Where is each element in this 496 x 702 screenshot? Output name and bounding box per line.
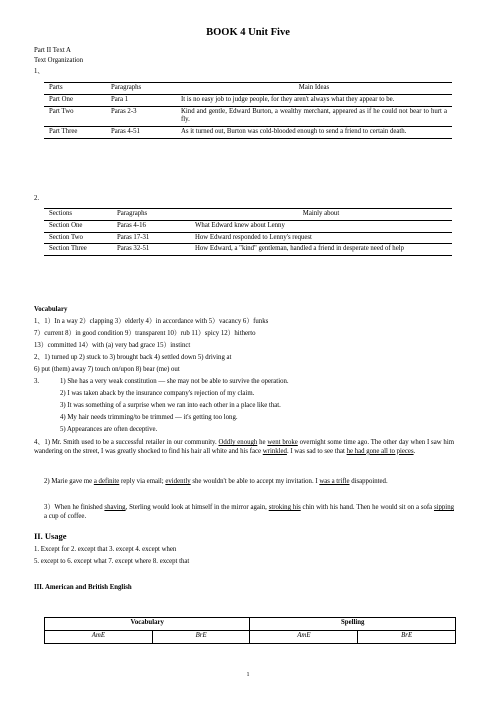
table-cell: Paras 2-3 <box>111 107 137 115</box>
text-span: chin with his hand. Then he would sit on a sofa <box>300 504 434 511</box>
table-cell: Section Three <box>49 245 87 253</box>
table-header: Main Ideas <box>298 84 330 91</box>
vocab-3-item: 5) Appearances are often deceptive. <box>60 426 158 433</box>
table-header: Sections <box>49 210 73 217</box>
vocab-1-line: 13）committed 14）with (a) very bad grace 15）instinct <box>34 342 191 349</box>
underlined-text: he had gone all to pieces <box>346 447 414 455</box>
text-span: . <box>413 447 416 455</box>
table-cell: Part One <box>49 95 73 103</box>
vocab-2-line: 2、1) turned up 2) stuck to 3) brought back 4) settled down 5) driving at <box>34 354 232 361</box>
vocab-4-paragraph-3 <box>44 504 454 522</box>
underlined-text: stroking his <box>268 504 301 511</box>
table-subheader: BrE <box>152 631 250 644</box>
page-number: 1 <box>246 672 250 678</box>
text-span: a cup of coffee. <box>44 512 87 520</box>
text-span: reply via email; <box>119 478 166 485</box>
vocabulary-heading: Vocabulary <box>34 306 68 313</box>
underlined-text: sipping <box>433 504 454 511</box>
underlined-text: shaving <box>104 504 126 511</box>
table-row <box>44 220 452 232</box>
table-row <box>44 94 452 106</box>
table-cell: Paras 4-16 <box>117 221 146 229</box>
table-header-row <box>44 83 452 95</box>
table-cell: What Edward knew about Lenny <box>195 221 285 229</box>
table-cell: How Edward responded to Lenny's request <box>195 233 312 241</box>
usage-heading: II. Usage <box>34 531 67 541</box>
table-cell: Paras 4-51 <box>111 128 140 136</box>
vocab-1-line: 1、1）In a way 2）clapping 3）elderly 4）in accordance with 5）vacancy 6）funks <box>34 318 269 325</box>
vocab-2-line: 6) put (them) away 7) touch on/upon 8) bear (me) out <box>34 366 180 373</box>
text-span: . I was sad to see that <box>286 447 347 455</box>
underlined-text: was a trifle <box>319 478 350 485</box>
table-cell: Kind and gentle, Edward Burton, a wealthy merchant, appeared as if he could not bear to hurt a fly. <box>181 107 447 124</box>
table-header-row <box>45 618 456 631</box>
table-cell: Paras 17-31 <box>117 233 150 241</box>
sections-table <box>44 208 452 256</box>
part-label: Part II Text A <box>34 47 71 54</box>
text-span: overnight some time ago. The other day when I saw him wandering on the street, I was greatly shocked to find his hair all white and his face <box>34 439 454 455</box>
question-2-label: 2. <box>34 195 40 202</box>
usage-line: 1. Except for 2. except that 3. except 4. except when <box>34 546 177 553</box>
table-subheader-row <box>45 631 456 644</box>
vocab-3-label: 3. <box>34 378 40 385</box>
table-cell: Section One <box>49 221 83 229</box>
vocab-3-item: 2) I was taken aback by the insurance company's rejection of my claim. <box>60 390 255 397</box>
table-row <box>44 106 452 127</box>
vocab-3-item: 3) It was something of a surprise when we ran into each other in a place like that. <box>60 402 281 409</box>
table-row <box>44 244 452 256</box>
vocab-4-paragraph-1 <box>34 439 454 457</box>
american-british-heading: III. American and British English <box>34 584 132 591</box>
text-organization-label: Text Organization <box>34 57 84 64</box>
text-span: 4、1) Mr. Smith used to be a successful retailer in our community. <box>34 439 219 446</box>
table-row <box>44 232 452 244</box>
table-header: Paragraphs <box>111 84 142 91</box>
vocab-3-item: 4) My hair needs trimming/to be trimmed — it's getting too long. <box>60 414 238 421</box>
vocab-3-item: 1) She has a very weak constitution — she may not be able to survive the operation. <box>60 378 289 385</box>
table-cell: Paras 32-51 <box>117 245 150 253</box>
table-cell: It is no easy job to judge people, for they aren't always what they appear to be. <box>181 95 395 103</box>
text-span: he <box>257 439 268 446</box>
underlined-text: evidently <box>165 478 191 485</box>
underlined-text: a definite <box>93 478 120 485</box>
table-cell: As it turned out, Burton was cold-blooded enough to send a friend to certain death. <box>181 128 407 136</box>
underlined-text: Oddly enough <box>218 439 258 446</box>
table-cell: Section Two <box>49 233 83 241</box>
usage-line: 5. except to 6. except what 7. except where 8. except that <box>34 558 190 565</box>
table-cell: Part Three <box>49 128 78 136</box>
vocab-1-line: 7）current 8）in good condition 9）transparent 10）rub 11）spicy 12）hitherto <box>34 330 256 337</box>
table-header: Spelling <box>250 618 456 631</box>
table-subheader: BrE <box>358 631 456 644</box>
underlined-text: went broke <box>267 439 298 446</box>
ame-bre-table <box>44 617 456 644</box>
table-header-row <box>44 209 452 221</box>
text-span: disappointed. <box>349 478 388 485</box>
table-cell: Part Two <box>49 107 74 115</box>
underlined-text: wrinkled <box>262 447 287 455</box>
text-span: , Sterling would look at himself in the mirror again, <box>125 504 269 511</box>
question-1-label: 1、 <box>34 68 45 75</box>
vocab-4-paragraph-2 <box>44 478 454 487</box>
table-header: Paragraphs <box>117 210 148 217</box>
table-cell: How Edward, a "kind" gentleman, handled a friend in desperate need of help <box>195 245 405 253</box>
table-header: Parts <box>49 84 63 91</box>
table-header: Mainly about <box>302 210 340 217</box>
text-span: she wouldn't be able to accept my invitation. I <box>190 478 320 485</box>
parts-table <box>44 82 452 139</box>
text-span: 2) Marie gave me <box>44 478 94 485</box>
table-subheader: AmE <box>45 631 153 644</box>
table-subheader: AmE <box>250 631 358 644</box>
table-cell: Para 1 <box>111 95 129 103</box>
table-header: Vocabulary <box>45 618 250 631</box>
table-row <box>44 127 452 139</box>
text-span: 3）When he finished <box>44 504 105 511</box>
page-title: BOOK 4 Unit Five <box>206 27 290 38</box>
